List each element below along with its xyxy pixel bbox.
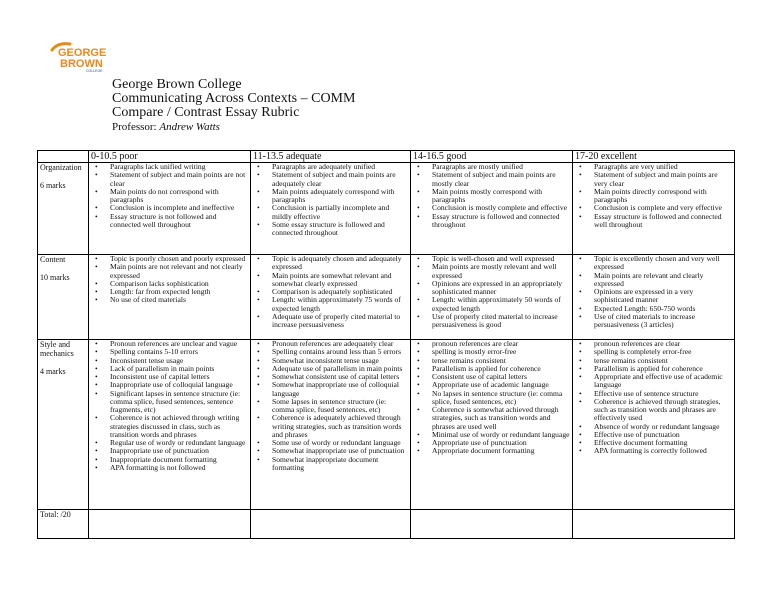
- column-header: 0-10.5 poor: [89, 151, 251, 163]
- criterion-item: • Statement of subject and main points are mostly clear: [413, 171, 570, 188]
- criteria-list: [575, 163, 732, 229]
- criterion-item: • Lack of parallelism in main points: [91, 365, 248, 373]
- criterion-item: • Inconsistent tense usage: [91, 357, 248, 365]
- criterion-item: • Coherence is achieved through strategies, such as transition words and phrases are effectively used: [575, 398, 732, 423]
- criterion-item: • Statement of subject and main points are very clear: [575, 171, 732, 188]
- criterion-item: • Statement of subject and main points are not clear: [91, 171, 248, 188]
- criterion-item: • Effective document formatting: [575, 439, 732, 447]
- criterion-item: • Some lapses in sentence structure (ie: comma splice, fused sentences, etc): [253, 398, 408, 415]
- criterion-item: • APA formatting is correctly followed: [575, 447, 732, 455]
- criterion-item: • Opinions are expressed in a very sophisticated manner: [575, 288, 732, 305]
- rubric-table: [37, 150, 735, 539]
- criterion-item: • Essay structure is not followed and connected well throughout: [91, 213, 248, 230]
- criterion-item: • Appropriate document formatting: [413, 447, 570, 455]
- criterion-item: • Somewhat inappropriate use of colloquial language: [253, 381, 408, 398]
- criterion-item: • Paragraphs lack unified writing: [91, 163, 248, 171]
- row-label: Organization: [40, 163, 82, 172]
- criterion-item: • Parallelism is applied for coherence: [413, 365, 570, 373]
- total-cell: [89, 510, 251, 539]
- criterion-item: • Essay structure is followed and connected well throughout: [575, 213, 732, 230]
- criterion-item: • Appropriate use of punctuation: [413, 439, 570, 447]
- criterion-item: • spelling is mostly error-free: [413, 348, 570, 356]
- criterion-item: • Paragraphs are adequately unified: [253, 163, 408, 171]
- professor-label: Professor:: [112, 121, 157, 133]
- criterion-item: • Coherence is not achieved through writing strategies discussed in class, such as transition words and phrases: [91, 414, 248, 439]
- rubric-row-style-mechanics: [38, 340, 735, 510]
- criterion-item: • APA formatting is not followed: [91, 464, 248, 472]
- criterion-item: • Pronoun references are adequately clear: [253, 340, 408, 348]
- header-row: [38, 151, 735, 163]
- rubric-row-organization: [38, 163, 735, 255]
- criterion-item: • tense remains consistent: [575, 357, 732, 365]
- criteria-list: [413, 255, 570, 329]
- criterion-item: • Consistent use of capital letters: [413, 373, 570, 381]
- criteria-list: [575, 340, 732, 456]
- total-label: Total: /20: [38, 510, 89, 539]
- criterion-item: • Inappropriate use of colloquial language: [91, 381, 248, 389]
- criterion-item: • Minimal use of wordy or redundant language: [413, 431, 570, 439]
- criterion-item: • Inappropriate use of punctuation: [91, 447, 248, 455]
- george-brown-logo: [48, 40, 118, 76]
- criterion-item: • Conclusion is complete and very effective: [575, 204, 732, 212]
- criteria-list: [253, 255, 408, 329]
- criterion-item: • Regular use of wordy or redundant language: [91, 439, 248, 447]
- criteria-list: [575, 255, 732, 329]
- criterion-item: • Somewhat inappropriate document formatting: [253, 456, 408, 473]
- criterion-item: • tense remains consistent: [413, 357, 570, 365]
- criterion-item: • Expected Length: 650-750 words: [575, 305, 732, 313]
- row-label: Content: [40, 255, 66, 264]
- criterion-item: • Comparison is adequately sophisticated: [253, 288, 408, 296]
- criterion-item: • Opinions are expressed in an appropriately sophisticated manner: [413, 280, 570, 297]
- criterion-item: • Main points do not correspond with paragraphs: [91, 188, 248, 205]
- column-header: 11-13.5 adequate: [251, 151, 411, 163]
- rubric-cell: [411, 163, 573, 255]
- logo-line3: COLLEGE: [86, 69, 103, 73]
- criterion-item: • Topic is well-chosen and well expressed: [413, 255, 570, 263]
- logo-line2: BROWN: [60, 58, 103, 70]
- rubric-cell: [411, 255, 573, 340]
- logo-line1: GEORGE: [58, 47, 107, 59]
- row-marks: 4 marks: [40, 367, 66, 377]
- row-label: Style and mechanics: [40, 340, 74, 359]
- criterion-item: • Significant lapses in sentence structure (ie: comma splice, fused sentences, sentence fragments, etc): [91, 390, 248, 415]
- rubric-cell: [251, 340, 411, 510]
- rubric-cell: [89, 340, 251, 510]
- criterion-item: • Appropriate use of academic language: [413, 381, 570, 389]
- criterion-item: • pronoun references are clear: [413, 340, 570, 348]
- criterion-item: • Inappropriate document formatting: [91, 456, 248, 464]
- row-marks: 6 marks: [40, 181, 66, 191]
- row-label-cell: [38, 340, 89, 510]
- criterion-item: • Main points mostly correspond with paragraphs: [413, 188, 570, 205]
- criteria-list: [91, 255, 248, 305]
- column-header: 17-20 excellent: [573, 151, 735, 163]
- criterion-item: • Somewhat inconsistent tense usage: [253, 357, 408, 365]
- criterion-item: • No use of cited materials: [91, 296, 248, 304]
- criterion-item: • Use of cited materials to increase persuasiveness (3 articles): [575, 313, 732, 330]
- header-block: [112, 78, 355, 133]
- criteria-list: [253, 163, 408, 237]
- criterion-item: • Some use of wordy or redundant language: [253, 439, 408, 447]
- total-row: [38, 510, 735, 539]
- criterion-item: • Conclusion is mostly complete and effective: [413, 204, 570, 212]
- course-name: Communicating Across Contexts – COMM: [112, 91, 356, 106]
- criterion-item: • Main points are not relevant and not clearly expressed: [91, 263, 248, 280]
- criterion-item: • spelling is completely error-free: [575, 348, 732, 356]
- header-corner: [38, 151, 89, 163]
- criterion-item: • No lapses in sentence structure (ie: comma splice, fused sentences, etc): [413, 390, 570, 407]
- criterion-item: • Topic is adequately chosen and adequately expressed: [253, 255, 408, 272]
- rubric-cell: [573, 340, 735, 510]
- criterion-item: • Statement of subject and main points are adequately clear: [253, 171, 408, 188]
- criteria-list: [91, 163, 248, 229]
- criterion-item: • Main points adequately correspond with paragraphs: [253, 188, 408, 205]
- criterion-item: • Main points are relevant and clearly expressed: [575, 272, 732, 289]
- criterion-item: • Somewhat inappropriate use of punctuation: [253, 447, 408, 455]
- criterion-item: • Paragraphs are mostly unified: [413, 163, 570, 171]
- total-cell: [573, 510, 735, 539]
- row-label-cell: [38, 163, 89, 255]
- criterion-item: • Length: within approximately 50 words of expected length: [413, 296, 570, 313]
- criteria-list: [413, 340, 570, 456]
- criterion-item: • Absence of wordy or redundant language: [575, 423, 732, 431]
- rubric-cell: [89, 163, 251, 255]
- criterion-item: • Main points are mostly relevant and well expressed: [413, 263, 570, 280]
- criterion-item: • Essay structure is followed and connected throughout: [413, 213, 570, 230]
- criterion-item: • Spelling contains around less than 5 errors: [253, 348, 408, 356]
- criterion-item: • Adequate use of parallelism in main points: [253, 365, 408, 373]
- rubric-title: Compare / Contrast Essay Rubric: [112, 105, 300, 120]
- rubric-cell: [411, 340, 573, 510]
- total-cell: [411, 510, 573, 539]
- criterion-item: • Effective use of sentence structure: [575, 390, 732, 398]
- professor-name: Andrew Watts: [159, 121, 220, 133]
- college-name: George Brown College: [112, 77, 242, 92]
- criterion-item: • Pronoun references are unclear and vague: [91, 340, 248, 348]
- rubric-cell: [251, 255, 411, 340]
- total-cell: [251, 510, 411, 539]
- criterion-item: • Conclusion is incomplete and ineffective: [91, 204, 248, 212]
- column-header: 14-16.5 good: [411, 151, 573, 163]
- criteria-list: [91, 340, 248, 472]
- criterion-item: • Conclusion is partially incomplete and mildly effective: [253, 204, 408, 221]
- criterion-item: • Coherence is somewhat achieved through strategies, such as transition words and phrases are used well: [413, 406, 570, 431]
- criterion-item: • Adequate use of properly cited material to increase persuasiveness: [253, 313, 408, 330]
- criterion-item: • Appropriate and effective use of academic language: [575, 373, 732, 390]
- criterion-item: • Use of properly cited material to increase persuasiveness is good: [413, 313, 570, 330]
- row-marks: 10 marks: [40, 273, 70, 283]
- criterion-item: • Spelling contains 5-10 errors: [91, 348, 248, 356]
- criterion-item: • Length: within approximately 75 words of expected length: [253, 296, 408, 313]
- criteria-list: [253, 340, 408, 472]
- criterion-item: • Parallelism is applied for coherence: [575, 365, 732, 373]
- criterion-item: • Main points directly correspond with paragraphs: [575, 188, 732, 205]
- criterion-item: • Paragraphs are very unified: [575, 163, 732, 171]
- professor-line: [112, 121, 355, 133]
- rubric-row-content: [38, 255, 735, 340]
- criterion-item: • Somewhat consistent use of capital letters: [253, 373, 408, 381]
- criterion-item: • Inconsistent use of capital letters: [91, 373, 248, 381]
- rubric-cell: [573, 163, 735, 255]
- criterion-item: • Topic is excellently chosen and very well expressed: [575, 255, 732, 272]
- rubric-cell: [573, 255, 735, 340]
- row-label-cell: [38, 255, 89, 340]
- criterion-item: • Length: far from expected length: [91, 288, 248, 296]
- rubric-cell: [251, 163, 411, 255]
- rubric-cell: [89, 255, 251, 340]
- criterion-item: • Comparison lacks sophistication: [91, 280, 248, 288]
- criterion-item: • pronoun references are clear: [575, 340, 732, 348]
- criterion-item: • Effective use of punctuation: [575, 431, 732, 439]
- criteria-list: [413, 163, 570, 229]
- criterion-item: • Coherence is adequately achieved through writing strategies, such as transition words and phrases: [253, 414, 408, 439]
- criterion-item: • Main points are somewhat relevant and somewhat clearly expressed: [253, 272, 408, 289]
- criterion-item: • Some essay structure is followed and connected throughout: [253, 221, 408, 238]
- criterion-item: • Topic is poorly chosen and poorly expressed: [91, 255, 248, 263]
